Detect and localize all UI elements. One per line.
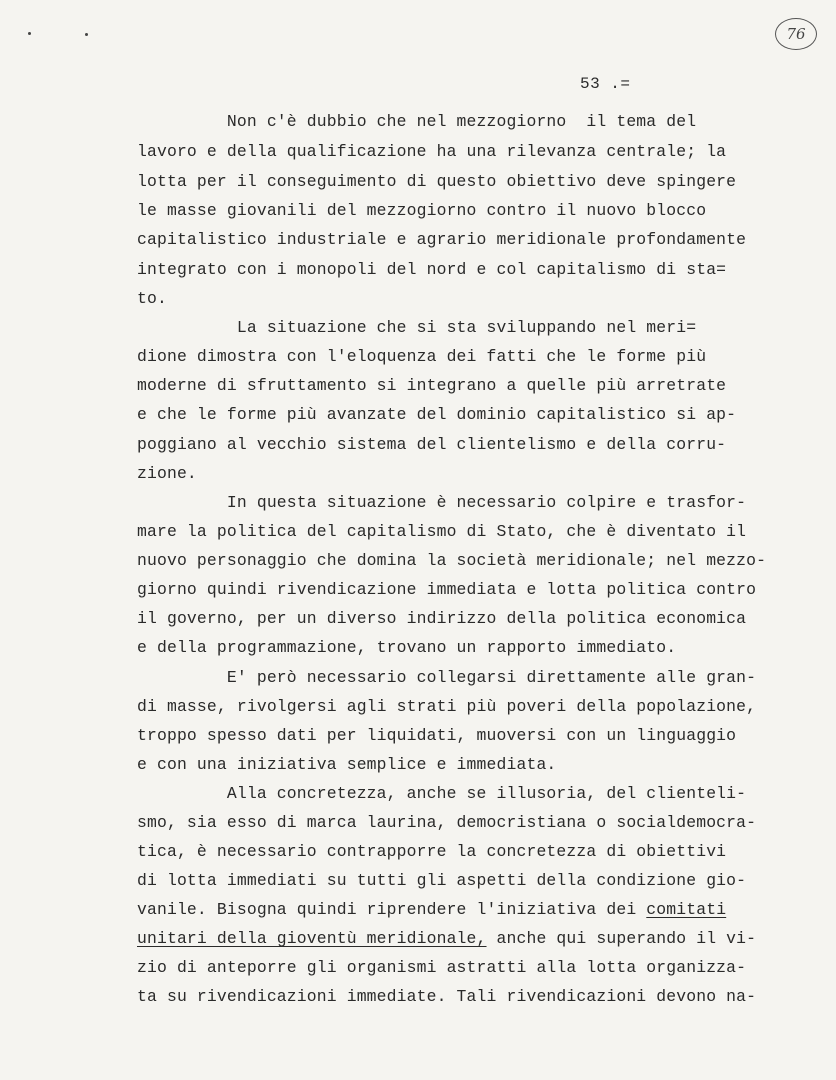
text-line: e della programmazione, trovano un rapporto immediato. <box>137 638 677 657</box>
text-line: lotta per il conseguimento di questo obiettivo deve spingere <box>137 172 737 191</box>
text-line: La situazione che si sta sviluppando nel meri= <box>137 318 697 337</box>
ink-speck <box>28 32 31 35</box>
text-line: e con una iniziativa semplice e immediata. <box>137 755 557 774</box>
text-line: giorno quindi rivendicazione immediata e lotta politica contro <box>137 580 757 599</box>
archive-number-stamp: 76 <box>775 18 817 50</box>
text-segment: vanile. Bisogna quindi riprendere l'iniziativa dei <box>137 900 647 919</box>
page-number: 53 .= <box>580 75 631 93</box>
text-line: tica, è necessario contrapporre la concretezza di obiettivi <box>137 842 727 861</box>
text-line <box>137 900 726 919</box>
text-line: troppo spesso dati per liquidati, muoversi con un linguaggio <box>137 726 737 745</box>
text-line: le masse giovanili del mezzogiorno contro il nuovo blocco <box>137 201 707 220</box>
text-line: di lotta immediati su tutti gli aspetti della condizione gio- <box>137 871 747 890</box>
text-line: nuovo personaggio che domina la società meridionale; nel mezzo- <box>137 551 767 570</box>
text-line: moderne di sfruttamento si integrano a quelle più arretrate <box>137 376 727 395</box>
text-segment: anche qui superando il vi- <box>486 929 757 948</box>
text-line: e che le forme più avanzate del dominio capitalistico si ap- <box>137 405 737 424</box>
text-line: E' però necessario collegarsi direttamente alle gran- <box>137 668 757 687</box>
text-line: di masse, rivolgersi agli strati più poveri della popolazione, <box>137 697 757 716</box>
text-line: mare la politica del capitalismo di Stato, che è diventato il <box>137 522 747 541</box>
text-line: In questa situazione è necessario colpire e trasfor- <box>137 493 747 512</box>
text-line: Non c'è dubbio che nel mezzogiorno il tema del <box>137 112 697 131</box>
text-line <box>137 929 756 948</box>
text-line: lavoro e della qualificazione ha una rilevanza centrale; la <box>137 142 727 161</box>
text-line: poggiano al vecchio sistema del clientelismo e della corru- <box>137 435 727 454</box>
text-line: smo, sia esso di marca laurina, democristiana o socialdemocra- <box>137 813 757 832</box>
text-line: integrato con i monopoli del nord e col capitalismo di sta= <box>137 260 727 279</box>
text-line: ta su rivendicazioni immediate. Tali rivendicazioni devono na- <box>137 987 757 1006</box>
text-line: capitalistico industriale e agrario meridionale profondamente <box>137 230 747 249</box>
underlined-phrase: comitati <box>646 900 727 919</box>
text-line: il governo, per un diverso indirizzo della politica economica <box>137 609 747 628</box>
text-line: zio di anteporre gli organismi astratti alla lotta organizza- <box>137 958 747 977</box>
text-line: to. <box>137 289 167 308</box>
text-line: dione dimostra con l'eloquenza dei fatti che le forme più <box>137 347 707 366</box>
text-line: zione. <box>137 464 197 483</box>
ink-speck <box>85 33 88 36</box>
underlined-phrase: unitari della gioventù meridionale, <box>137 929 487 948</box>
text-line: Alla concretezza, anche se illusoria, del clienteli- <box>137 784 747 803</box>
